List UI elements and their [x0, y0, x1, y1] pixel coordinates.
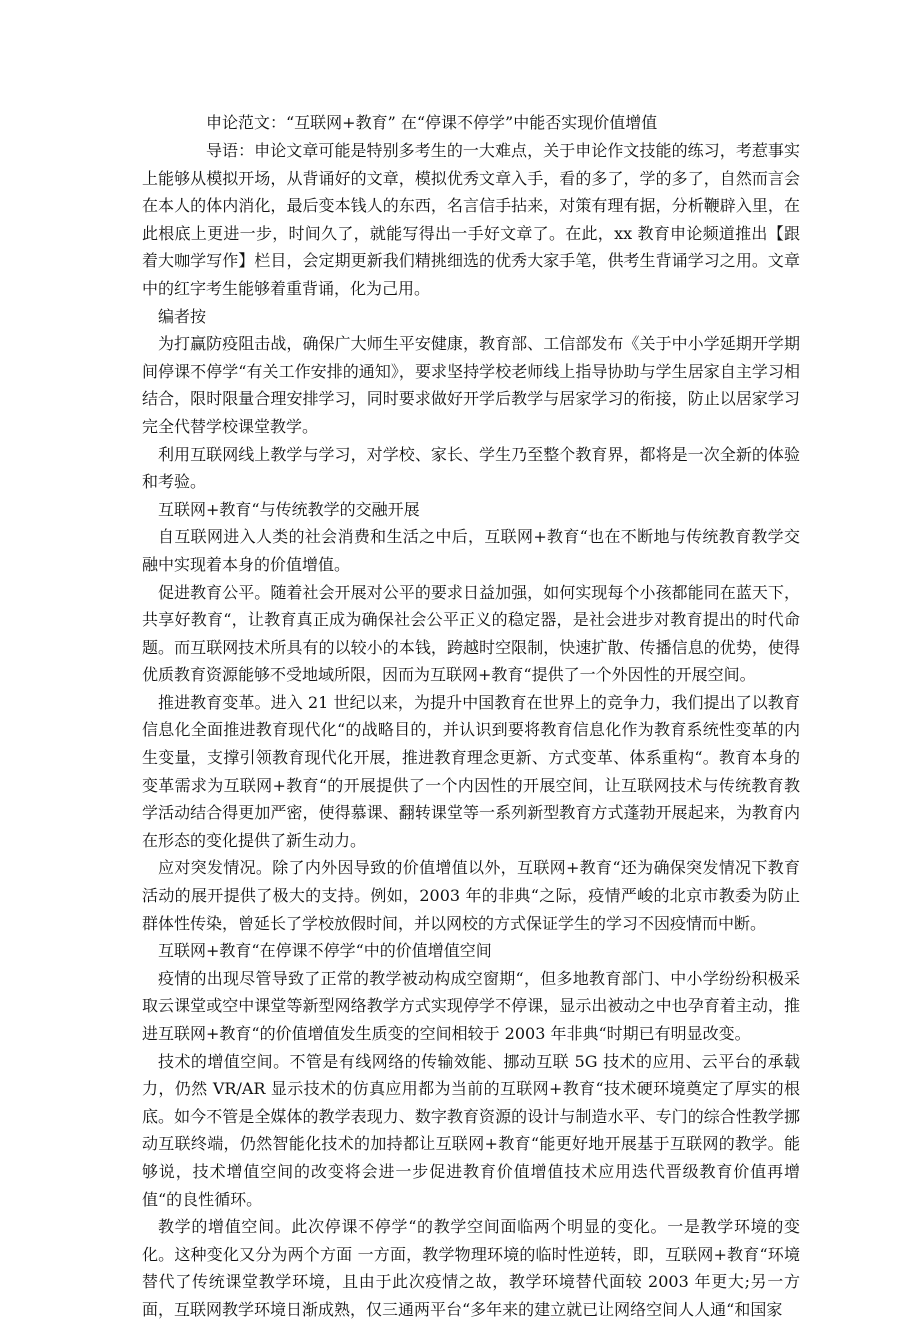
paragraph-9: 教学的增值空间。此次停课不停学“的教学空间面临两个明显的变化。一是教学环境的变化。这种变化又分为两个方面 一方面，教学物理环境的临时性逆转，即，互联网+教育“环境替代了传统课堂教学环境，且由于此次疫情之故，教学环境替代面较 2003 年更大;另一方面，互联网教学环境日渐成熟，仅三通两平台“多年来的建立就已让网络空间人人通“和国家	[142, 1217, 800, 1319]
paragraph-6: 应对突发情况。除了内外因导致的价值增值以外，互联网+教育“还为确保突发情况下教育活动的展开提供了极大的支持。例如，2003 年的非典“之际，疫情严峻的北京市教委为防止群体性传染，曾延长了学校放假时间，并以网校的方式保证学生的学习不因疫情而中断。	[142, 858, 800, 933]
paragraph-4: 促进教育公平。随着社会开展对公平的要求日益加强，如何实现每个小孩都能同在蓝天下，共享好教育“，让教育真正成为确保社会公平正义的稳定器，是社会进步对教育提出的时代命题。而互联网技术所具有的以较小的本钱，跨越时空限制，快速扩散、传播信息的优势，使得优质教育资源能够不受地域所限，因而为互联网+教育“提供了一个外因性的开展空间。	[142, 582, 800, 685]
paragraph-7: 疫情的出现尽管导致了正常的教学被动构成空窗期“，但多地教育部门、中小学纷纷积极采取云课堂或空中课堂等新型网络教学方式实现停学不停课，显示出被动之中也孕育着主动，推进互联网+教育“的价值增值发生质变的空间相较于 2003 年非典“时期已有明显改变。	[142, 968, 800, 1043]
lead-paragraph: 导语：申论文章可能是特别多考生的一大难点，关于申论作文技能的练习，考惹事实上能够从模拟开场，从背诵好的文章，模拟优秀文章入手，看的多了，学的多了，自然而言会在本人的体内消化，最后变本钱人的东西，名言信手拈来，对策有理有据，分析鞭辟入里，在此根底上更进一步，时间久了，就能写得出一手好文章了。在此，xx 教育申论频道推出【跟着大咖学写作】栏目，会定期更新我们精挑细选的优秀大家手笔，供考生背诵学习之用。文章中的红字考生能够着重背诵，化为己用。	[142, 141, 800, 298]
paragraph-2: 利用互联网线上教学与学习，对学校、家长、学生乃至整个教育界，都将是一次全新的体验和考验。	[142, 444, 800, 492]
paragraph-8: 技术的增值空间。不管是有线网络的传输效能、挪动互联 5G 技术的应用、云平台的承载力，仍然 VR/AR 显示技术的仿真应用都为当前的互联网+教育“技术硬环境奠定了厚实的根底。如今不管是全媒体的教学表现力、数字教育资源的设计与制造水平、专门的综合性教学挪动互联终端，仍然智能化技术的加持都让互联网+教育“能更好地开展基于互联网的教学。能够说，技术增值空间的改变将会进一步促进教育价值增值技术应用迭代晋级教育价值再增值“的良性循环。	[142, 1051, 800, 1209]
document-page	[142, 111, 800, 1324]
paragraph-1: 为打赢防疫阻击战，确保广大师生平安健康，教育部、工信部发布《关于中小学延期开学期间停课不停学“有关工作安排的通知》，要求坚持学校老师线上指导协助与学生居家自主学习相结合，限时限量合理安排学习，同时要求做好开学后教学与居家学习的衔接，防止以居家学习完全代替学校课堂教学。	[142, 334, 800, 436]
article-title: 申论范文：“互联网+教育” 在“停课不停学”中能否实现价值增值	[206, 113, 658, 132]
paragraph-3: 自互联网进入人类的社会消费和生活之中后，互联网+教育“也在不断地与传统教育教学交融中实现着本身的价值增值。	[142, 527, 800, 574]
section-heading-1: 互联网+教育“与传统教学的交融开展	[158, 499, 420, 519]
editor-note-heading: 编者按	[158, 306, 207, 326]
section-heading-2: 互联网+教育“在停课不停学“中的价值增值空间	[158, 941, 492, 961]
paragraph-5: 推进教育变革。进入 21 世纪以来，为提升中国教育在世界上的竞争力，我们提出了以教育信息化全面推进教育现代化“的战略目的，并认识到要将教育信息化作为教育系统性变革的内生变量，支撑引领教育现代化开展，推进教育理念更新、方式变革、体系重构“。教育本身的变革需求为互联网+教育“的开展提供了一个内因性的开展空间，让互联网技术与传统教育教学活动结合得更加严密，使得慕课、翻转课堂等一系列新型教育方式蓬勃开展起来，为教育内在形态的变化提供了新生动力。	[142, 692, 800, 850]
